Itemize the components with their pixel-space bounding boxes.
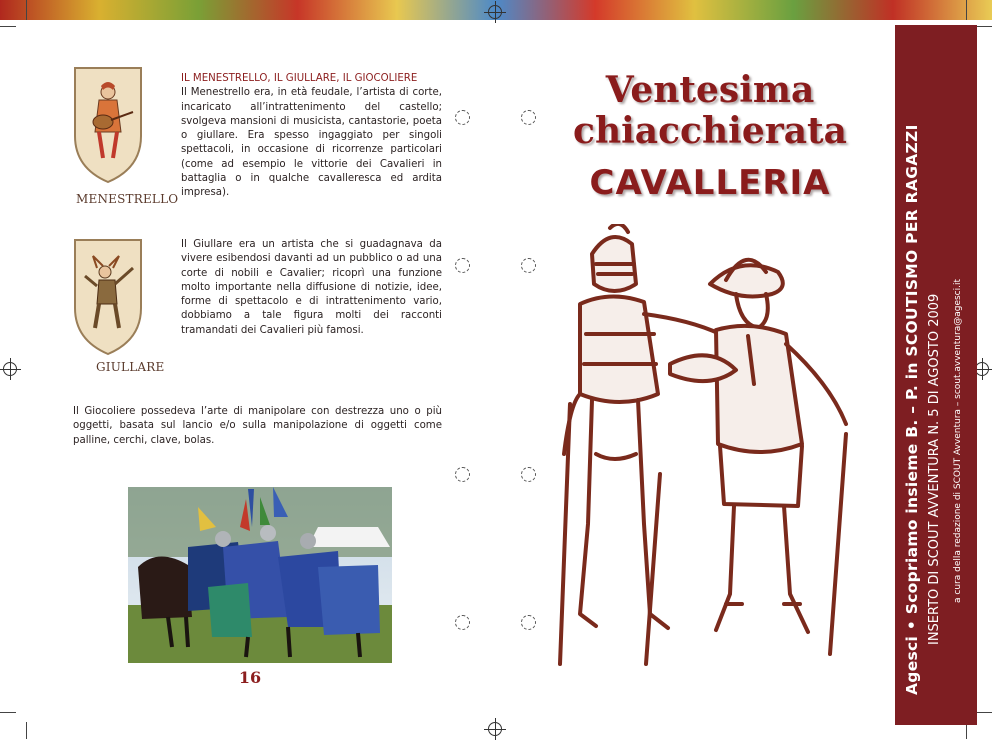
- menestrello-crest-image: [73, 66, 143, 184]
- side-band: [895, 25, 977, 725]
- binder-hole: [521, 110, 536, 125]
- binder-hole: [521, 615, 536, 630]
- registration-mark-icon: [975, 362, 989, 376]
- page-subtitle: CAVALLERIA: [589, 163, 831, 203]
- knights-tournament-photo: [128, 487, 392, 663]
- registration-mark-icon: [488, 722, 502, 736]
- page-number: 16: [238, 668, 262, 687]
- binder-hole: [455, 258, 470, 273]
- title-line-1: Ventesima: [605, 69, 815, 111]
- knight-and-scout-illustration: [540, 224, 868, 670]
- menestrello-paragraph: [181, 72, 442, 201]
- binder-hole: [455, 467, 470, 482]
- giullare-paragraph: Il Giullare era un artista che si guadagnava da vivere esibendosi davanti ad un pubblico o ad una corte di nobili e Cavalier; ricoprì una funzione molto importante nella diffusione di notizie, idee, forme di spettacolo e di intrattenimento vario, dobbiamo a tale figura molti dei racconti tramandati dei Cavalieri più famosi.: [181, 239, 442, 336]
- menestrello-caption: MENESTRELLO: [76, 192, 179, 206]
- crop-mark: [26, 0, 27, 20]
- crop-mark: [966, 0, 967, 20]
- crop-mark: [0, 26, 16, 27]
- crop-mark: [26, 722, 27, 739]
- binder-hole: [521, 467, 536, 482]
- giullare-crest-image: [73, 238, 143, 356]
- binder-hole: [455, 110, 470, 125]
- page-title: [540, 70, 880, 152]
- band-title: Agesci • Scopriamo insieme B. – P. in SCOUTISMO PER RAGAZZI: [903, 124, 921, 695]
- crop-mark: [976, 26, 992, 27]
- menestrello-text: Il Menestrello era, in età feudale, l’artista di corte, incaricato all’intrattenimento del castello; svolgeva mansioni di musicista, cantastorie, poeta o giullare. Era spesso ingaggiato per singoli spettacoli, in occasione di ricorrenze particolari (come ad esempio le vittorie dei Cavalieri in battaglia o in qualche cavalleresca ed ardita impresa).: [181, 87, 442, 199]
- registration-mark-icon: [488, 5, 502, 19]
- binder-hole: [521, 258, 536, 273]
- title-line-2: chiacchierata: [573, 110, 847, 152]
- crop-mark: [976, 712, 992, 713]
- giocoliere-paragraph: Il Giocoliere possedeva l’arte di manipolare con destrezza uno o più oggetti, basata sul lancio e/o sulla manipolazione di oggetti come palline, cerchi, clave, bolas.: [73, 406, 442, 446]
- binder-hole: [455, 615, 470, 630]
- band-credits: a cura della redazione di SCOUT Avventura – scout.avventura@agesci.it: [953, 278, 963, 603]
- crop-mark: [0, 712, 16, 713]
- registration-mark-icon: [3, 362, 17, 376]
- section-heading: IL MENESTRELLO, IL GIULLARE, IL GIOCOLIERE: [181, 73, 418, 84]
- band-issue: INSERTO DI SCOUT AVVENTURA N. 5 DI AGOSTO 2009: [927, 293, 942, 645]
- giullare-caption: GIULLARE: [96, 360, 165, 374]
